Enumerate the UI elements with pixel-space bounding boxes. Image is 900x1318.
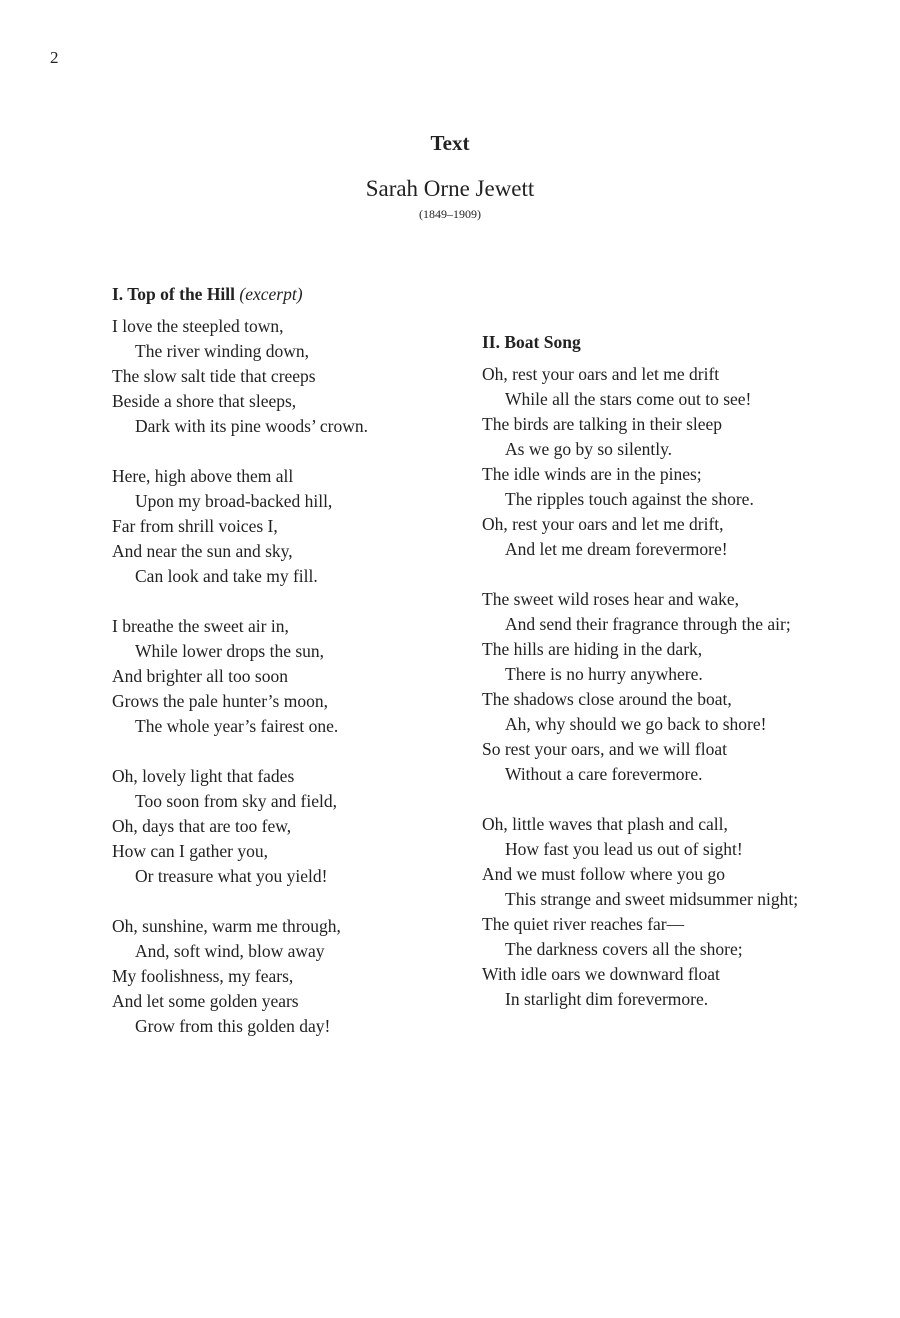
poem-title [112,282,462,307]
stanza [112,614,462,739]
poem-line: Oh, little waves that plash and call, [482,814,728,834]
stanza [112,764,462,889]
poem-line: Grow from this golden day! [135,1016,331,1036]
poem-top-of-the-hill [112,282,462,1064]
poem-title-text: I. Top of the Hill [112,284,236,304]
poem-stanzas [112,314,462,1039]
poem-line: The sweet wild roses hear and wake, [482,589,740,609]
poem-line: The idle winds are in the pines; [482,464,702,484]
poem-line: Oh, rest your oars and let me drift [482,364,720,384]
poem-line: My foolishness, my fears, [112,966,294,986]
poem-line: This strange and sweet midsummer night; [505,889,799,909]
stanza [482,587,862,787]
poem-line: Far from shrill voices I, [112,516,278,536]
poem-line: There is no hurry anywhere. [505,664,703,684]
stanza [112,464,462,589]
poem-line: Ah, why should we go back to shore! [505,714,767,734]
poem-line: As we go by so silently. [505,439,673,459]
poem-line: The birds are talking in their sleep [482,414,723,434]
poem-line: Here, high above them all [112,466,294,486]
poem-line: So rest your oars, and we will float [482,739,727,759]
author-years: (1849–1909) [419,207,481,221]
poem-line: The darkness covers all the shore; [505,939,743,959]
poem-line: Oh, rest your oars and let me drift, [482,514,724,534]
poem-boat-song [482,330,862,1037]
poem-note: (excerpt) [239,284,303,304]
poem-line: The ripples touch against the shore. [505,489,754,509]
poem-stanzas [482,362,862,1012]
page-number: 2 [50,48,59,67]
poem-line: And let me dream forevermore! [505,539,728,559]
poem-line: And send their fragrance through the air; [505,614,791,634]
poem-line: Oh, days that are too few, [112,816,292,836]
poem-line: How can I gather you, [112,841,268,861]
poem-line: And, soft wind, blow away [135,941,325,961]
poem-line: Or treasure what you yield! [135,866,328,886]
poem-line: Upon my broad-backed hill, [135,491,333,511]
poem-line: Too soon from sky and field, [135,791,337,811]
poem-line: How fast you lead us out of sight! [505,839,743,859]
poem-line: With idle oars we downward float [482,964,720,984]
poem-line: While lower drops the sun, [135,641,325,661]
poem-line: The hills are hiding in the dark, [482,639,703,659]
poem-line: The whole year’s fairest one. [135,716,339,736]
page-heading: Text [430,131,470,155]
poem-line: The river winding down, [135,341,309,361]
poem-line: In starlight dim forevermore. [505,989,709,1009]
stanza [482,362,862,562]
poem-line: And we must follow where you go [482,864,726,884]
author-name: Sarah Orne Jewett [365,176,535,201]
poem-line: Dark with its pine woods’ crown. [135,416,368,436]
stanza [482,812,862,1012]
poem-line: Beside a shore that sleeps, [112,391,297,411]
poem-line: The shadows close around the boat, [482,689,732,709]
poem-line: Oh, lovely light that fades [112,766,295,786]
poem-line: The quiet river reaches far— [482,914,685,934]
poem-title [482,330,862,355]
poem-line: I love the steepled town, [112,316,284,336]
poem-title-text: II. Boat Song [482,332,581,352]
poem-line: Can look and take my fill. [135,566,318,586]
poem-line: The slow salt tide that creeps [112,366,316,386]
poem-line: And brighter all too soon [112,666,288,686]
poem-line: Grows the pale hunter’s moon, [112,691,328,711]
stanza [112,314,462,439]
poem-line: Oh, sunshine, warm me through, [112,916,341,936]
poem-line: And let some golden years [112,991,299,1011]
poem-line: Without a care forevermore. [505,764,703,784]
poem-line: While all the stars come out to see! [505,389,752,409]
stanza [112,914,462,1039]
poem-line: And near the sun and sky, [112,541,293,561]
poem-line: I breathe the sweet air in, [112,616,289,636]
